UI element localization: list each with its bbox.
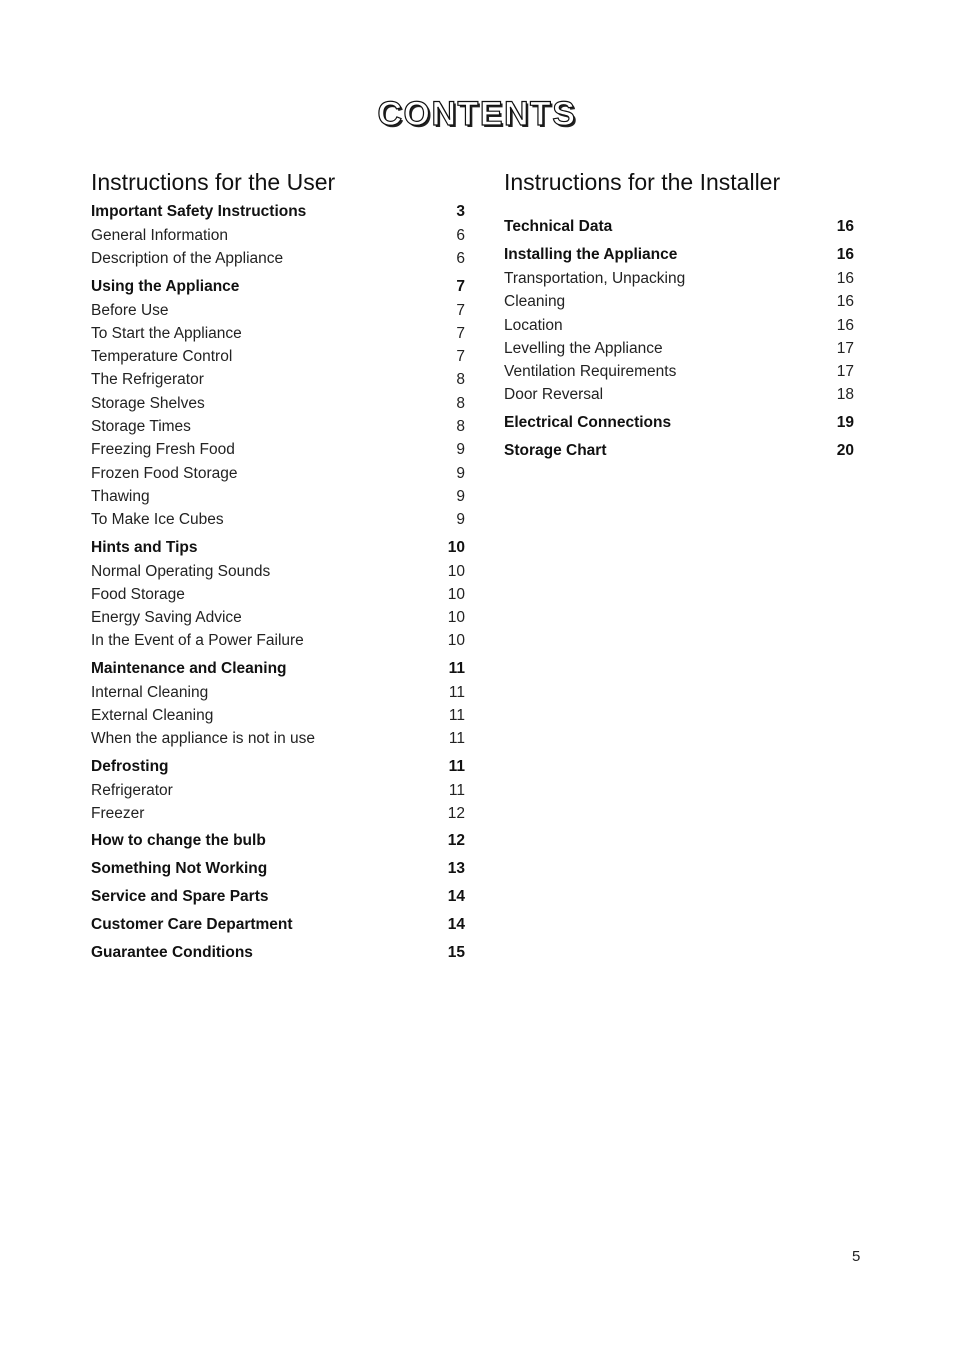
toc-subentry-page: 17 <box>836 339 854 357</box>
toc-section-entry-page: 16 <box>836 246 854 263</box>
toc-subentry-label: When the appliance is not in use <box>91 730 316 748</box>
page-number: 5 <box>852 1248 861 1265</box>
toc-subentry <box>91 560 465 583</box>
toc-subentry <box>91 415 465 438</box>
toc-subentry <box>91 438 465 461</box>
toc-subentry-label: Ventilation Requirements <box>504 363 677 381</box>
toc-group <box>91 536 465 653</box>
toc-section-entry-label: Storage Chart <box>504 441 607 459</box>
toc-section-entry <box>91 829 465 853</box>
toc-section-entry <box>504 439 854 463</box>
toc-subentry <box>91 462 465 485</box>
toc-group <box>504 243 854 407</box>
toc-subentry-label: Before Use <box>91 301 169 319</box>
toc-section-entry-label: Important Safety Instructions <box>91 203 307 220</box>
user-contents-column <box>91 167 465 969</box>
installer-toc-list <box>504 215 854 463</box>
toc-subentry-label: Description of the Appliance <box>91 250 284 268</box>
toc-group <box>91 275 465 532</box>
toc-section-entry-page: 15 <box>447 944 465 962</box>
toc-section-entry-page: 7 <box>456 277 465 295</box>
toc-subentry <box>91 629 465 652</box>
toc-group <box>504 411 854 435</box>
toc-group <box>91 657 465 751</box>
toc-subentry-label: Transportation, Unpacking <box>504 270 686 287</box>
toc-subentry <box>91 802 465 825</box>
toc-section-entry-label: Technical Data <box>504 218 613 235</box>
toc-section-entry-label: Hints and Tips <box>91 538 198 556</box>
toc-section-entry-page: 20 <box>836 441 854 459</box>
toc-subentry-label: External Cleaning <box>91 707 214 725</box>
toc-subentry-label: General Information <box>91 227 228 244</box>
toc-section-entry-page: 10 <box>447 538 465 556</box>
toc-section-entry-page: 12 <box>447 832 465 850</box>
toc-subentry-page: 8 <box>456 394 465 412</box>
toc-subentry-label: Freezing Fresh Food <box>91 441 235 459</box>
toc-subentry <box>91 508 465 531</box>
toc-subentry-label: To Start the Appliance <box>91 324 242 342</box>
toc-subentry <box>504 267 854 290</box>
toc-group <box>504 215 854 239</box>
toc-section-entry-label: Guarantee Conditions <box>91 944 253 962</box>
toc-subentry-label: Refrigerator <box>91 781 173 799</box>
toc-subentry-page: 16 <box>836 270 854 287</box>
toc-subentry-label: Door Reversal <box>504 386 604 404</box>
toc-subentry <box>91 681 465 704</box>
toc-subentry <box>91 345 465 368</box>
toc-subentry <box>91 704 465 727</box>
toc-section-entry-label: Customer Care Department <box>91 916 293 934</box>
installer-section-heading: Instructions for the Installer <box>504 169 781 195</box>
toc-subentry-page: 11 <box>448 683 465 701</box>
toc-subentry-label: The Refrigerator <box>91 371 204 389</box>
toc-subentry-label: Temperature Control <box>91 348 233 366</box>
toc-subentry <box>91 368 465 391</box>
toc-subentry-page: 7 <box>456 348 465 366</box>
user-toc-list <box>91 200 465 965</box>
toc-subentry <box>91 727 465 750</box>
toc-section-entry-label: Using the Appliance <box>91 277 240 295</box>
toc-subentry-page: 11 <box>448 781 465 799</box>
toc-section-entry-page: 14 <box>447 916 465 934</box>
toc-section-entry-label: Service and Spare Parts <box>91 888 269 906</box>
toc-section-entry <box>91 755 465 779</box>
toc-section-entry-page: 14 <box>447 888 465 906</box>
toc-group <box>91 200 465 271</box>
toc-section-entry <box>504 215 854 239</box>
toc-subentry-page: 9 <box>456 487 465 505</box>
toc-subentry <box>504 360 854 383</box>
toc-subentry <box>91 606 465 629</box>
toc-subentry-label: Internal Cleaning <box>91 683 209 701</box>
toc-subentry-label: Normal Operating Sounds <box>91 562 271 580</box>
page-title: CONTENTS <box>377 95 577 133</box>
toc-section-entry-page: 13 <box>447 860 465 878</box>
toc-group <box>504 439 854 463</box>
toc-section-entry <box>504 411 854 435</box>
toc-subentry-label: To Make Ice Cubes <box>91 511 224 529</box>
toc-subentry-page: 7 <box>456 301 465 319</box>
toc-section-entry-label: Maintenance and Cleaning <box>91 659 287 677</box>
toc-subentry-label: Levelling the Appliance <box>504 339 663 357</box>
toc-section-entry-page: 16 <box>836 218 854 235</box>
toc-section-entry-page: 11 <box>448 659 465 677</box>
toc-subentry <box>91 299 465 322</box>
toc-subentry-page: 12 <box>447 804 465 822</box>
installer-contents-column <box>504 167 854 467</box>
toc-group <box>91 829 465 853</box>
toc-subentry-label: Cleaning <box>504 293 566 311</box>
toc-section-entry-page: 19 <box>836 413 854 431</box>
toc-subentry-page: 9 <box>456 511 465 529</box>
toc-subentry <box>504 383 854 406</box>
toc-section-entry <box>504 243 854 267</box>
toc-subentry-page: 8 <box>456 371 465 389</box>
toc-subentry-page: 7 <box>456 324 465 342</box>
toc-subentry <box>91 247 465 270</box>
toc-section-entry <box>91 536 465 560</box>
toc-subentry-page: 6 <box>456 250 465 268</box>
toc-subentry <box>504 290 854 313</box>
toc-subentry-page: 11 <box>448 730 465 748</box>
toc-subentry <box>504 337 854 360</box>
toc-subentry-page: 9 <box>456 441 465 459</box>
toc-group <box>91 857 465 881</box>
toc-subentry-page: 17 <box>836 363 854 381</box>
toc-subentry <box>91 392 465 415</box>
toc-subentry-page: 10 <box>447 562 465 580</box>
toc-subentry-page: 11 <box>448 707 465 725</box>
toc-subentry <box>91 322 465 345</box>
toc-subentry-label: Storage Times <box>91 418 191 436</box>
toc-subentry <box>91 224 465 247</box>
user-section-heading: Instructions for the User <box>91 169 336 195</box>
toc-subentry-page: 10 <box>447 585 465 603</box>
toc-section-entry <box>91 657 465 681</box>
toc-subentry-page: 10 <box>447 632 465 650</box>
toc-section-entry <box>91 275 465 299</box>
toc-section-entry <box>91 885 465 909</box>
toc-subentry <box>91 583 465 606</box>
toc-section-entry-page: 11 <box>448 757 465 775</box>
toc-subentry-label: Storage Shelves <box>91 394 205 412</box>
toc-subentry-label: Energy Saving Advice <box>91 609 242 627</box>
toc-group <box>91 941 465 965</box>
toc-subentry-page: 10 <box>447 609 465 627</box>
toc-section-entry <box>91 941 465 965</box>
toc-subentry <box>91 485 465 508</box>
toc-subentry-label: Frozen Food Storage <box>91 464 238 482</box>
toc-subentry-label: In the Event of a Power Failure <box>91 632 304 650</box>
toc-section-entry <box>91 857 465 881</box>
toc-section-entry <box>91 913 465 937</box>
toc-subentry <box>91 779 465 802</box>
toc-subentry-page: 16 <box>836 293 854 311</box>
toc-subentry-page: 8 <box>456 418 465 436</box>
toc-group <box>91 885 465 909</box>
toc-subentry-page: 16 <box>836 316 854 334</box>
toc-subentry-label: Food Storage <box>91 585 185 603</box>
toc-subentry-label: Thawing <box>91 487 150 505</box>
toc-group <box>91 755 465 826</box>
toc-subentry-page: 9 <box>456 464 465 482</box>
toc-section-entry <box>91 200 465 224</box>
toc-group <box>91 913 465 937</box>
toc-section-entry-label: Installing the Appliance <box>504 246 678 263</box>
toc-subentry <box>504 314 854 337</box>
toc-section-entry-label: Something Not Working <box>91 860 268 878</box>
toc-section-entry-page: 3 <box>456 203 465 220</box>
toc-subentry-label: Location <box>504 316 563 334</box>
toc-subentry-page: 18 <box>836 386 854 404</box>
toc-section-entry-label: Electrical Connections <box>504 413 672 431</box>
toc-subentry-label: Freezer <box>91 804 145 822</box>
toc-subentry-page: 6 <box>456 227 465 244</box>
toc-section-entry-label: Defrosting <box>91 757 169 775</box>
toc-section-entry-label: How to change the bulb <box>91 832 266 850</box>
